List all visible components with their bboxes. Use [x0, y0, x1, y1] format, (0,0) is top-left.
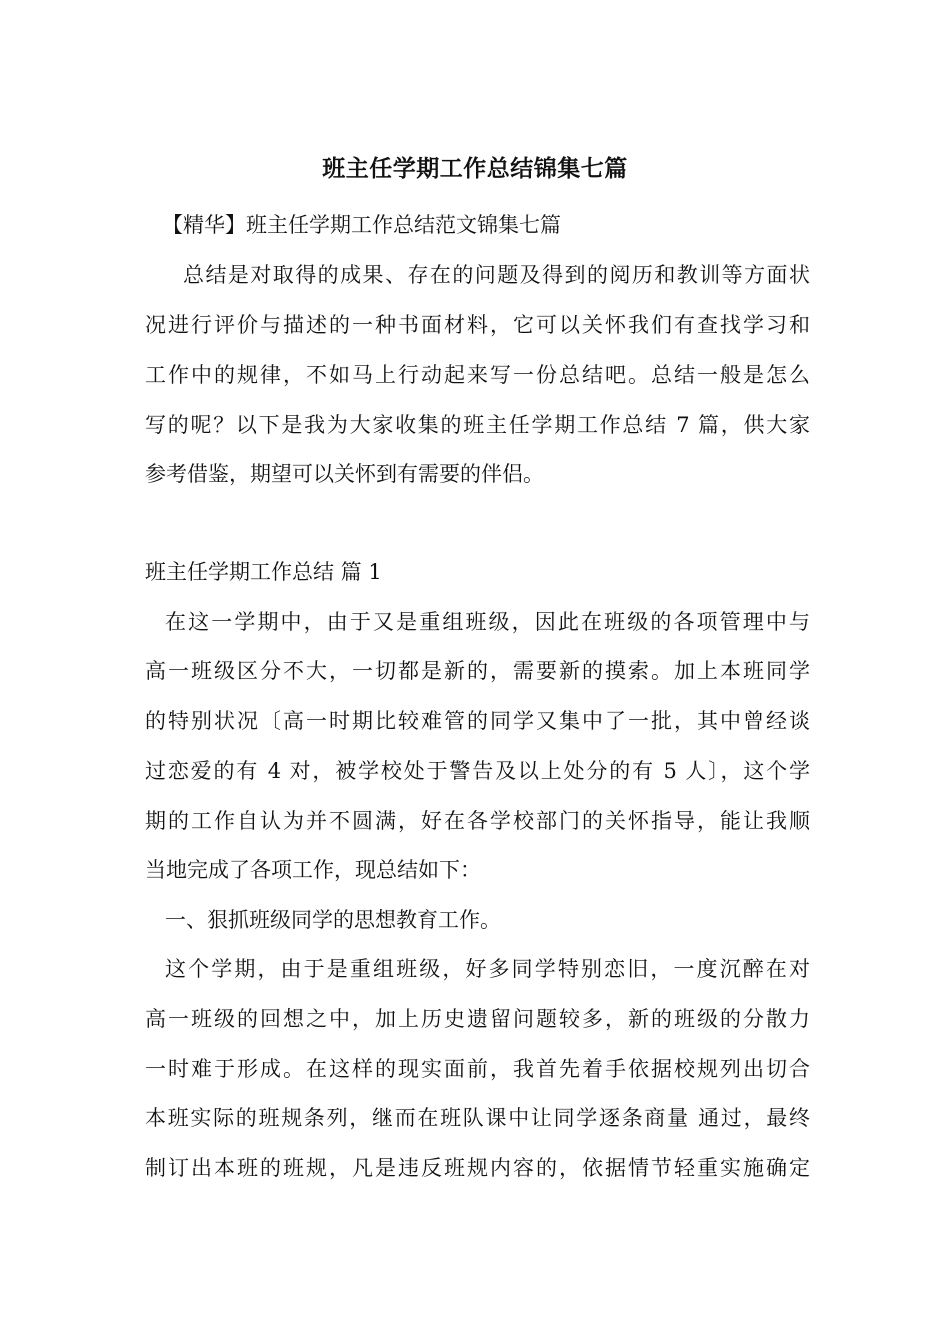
body-line: 当地完成了各项工作，现总结如下：	[145, 858, 481, 882]
section-heading: 班主任学期工作总结 篇 1	[145, 560, 382, 584]
intro-line: 况进行评价与描述的一种书面材料，它可以关怀我们有查找学习和	[145, 313, 810, 337]
body-line: 高一班级的回想之中，加上历史遗留问题较多，新的班级的分散力	[145, 1007, 810, 1031]
body-line: 期的工作自认为并不圆满，好在各学校部门的关怀指导，能让我顺	[145, 809, 810, 833]
body-line: 高一班级区分不大，一切都是新的，需要新的摸索。加上本班同学	[145, 659, 810, 683]
body-line: 过恋爱的有 4 对，被学校处于警告及以上处分的有 5 人〕，这个学	[145, 759, 810, 783]
intro-line: 参考借鉴，期望可以关怀到有需要的伴侣。	[145, 462, 544, 486]
body-line: 这个学期，由于是重组班级，好多同学特别恋旧，一度沉醉在对	[165, 957, 810, 981]
intro-line: 总结是对取得的成果、存在的问题及得到的阅历和教训等方面状	[183, 263, 810, 287]
intro-line: 写的呢？以下是我为大家收集的班主任学期工作总结 7 篇，供大家	[145, 413, 810, 437]
body-line: 在这一学期中，由于又是重组班级，因此在班级的各项管理中与	[165, 610, 810, 634]
body-line: 的特别状况〔高一时期比较难管的同学又集中了一批，其中曾经谈	[145, 709, 810, 733]
body-line: 制订出本班的班规，凡是违反班规内容的，依据情节轻重实施确定	[145, 1156, 810, 1180]
intro-line: 工作中的规律，不如马上行动起来写一份总结吧。总结一般是怎么	[145, 363, 810, 387]
body-line: 本班实际的班规条列，继而在班队课中让同学逐条商量 通过，最终	[145, 1106, 810, 1130]
document-title: 班主任学期工作总结锦集七篇	[322, 155, 628, 182]
body-line: 一时难于形成。在这样的现实面前，我首先着手依据校规列出切合	[145, 1057, 810, 1081]
point-heading: 一、狠抓班级同学的思想教育工作。	[165, 908, 501, 932]
document-subtitle: 【精华】班主任学期工作总结范文锦集七篇	[162, 213, 561, 237]
